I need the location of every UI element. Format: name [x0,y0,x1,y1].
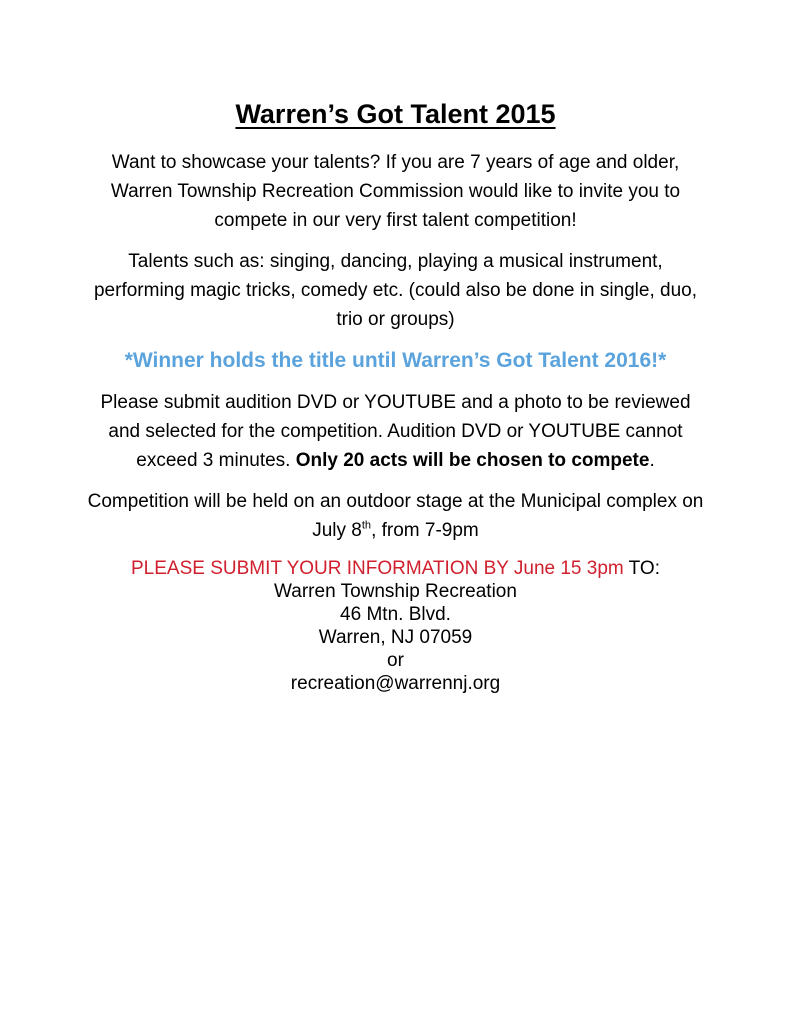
address-org: Warren Township Recreation [274,581,517,602]
intro-paragraph: Want to showcase your talents? If you are 7 years of age and older, Warren Township Recreation Commission would like to invite you to compete in our very first talent competition! [110,152,681,231]
flyer-title: Warren’s Got Talent 2015 [235,99,556,129]
address-street: 46 Mtn. Blvd. [340,604,451,625]
competition-sup: th [361,519,372,532]
submission-paragraph [86,388,706,475]
submission-end: . [649,450,655,471]
address-city: Warren, NJ 07059 [318,627,473,648]
submission-bold: Only 20 acts will be chosen to compete [295,450,650,471]
deadline-line [86,557,706,580]
deadline-red-text: PLEASE SUBMIT YOUR INFORMATION BY June 15 3pm [130,558,624,579]
competition-after: , from 7-9pm [371,520,479,541]
deadline-block [86,557,706,695]
address-or: or [387,650,404,671]
competition-paragraph [86,487,706,545]
submission-text: Please submit audition DVD or YOUTUBE and a photo to be reviewed and selected for the competition. Audition DVD or YOUTUBE cannot exceed 3 minutes. [100,392,691,471]
winner-announcement: *Winner holds the title until Warren’s Got Talent 2016!* [124,349,667,372]
address-email: recreation@warrennj.org [290,673,501,694]
deadline-to-text: TO: [623,558,660,579]
competition-before: Competition will be held on an outdoor stage at the Municipal complex on July 8 [87,491,704,541]
talents-paragraph: Talents such as: singing, dancing, playing a musical instrument, performing magic tricks, comedy etc. (could also be done in single, duo, trio or groups) [93,251,698,330]
